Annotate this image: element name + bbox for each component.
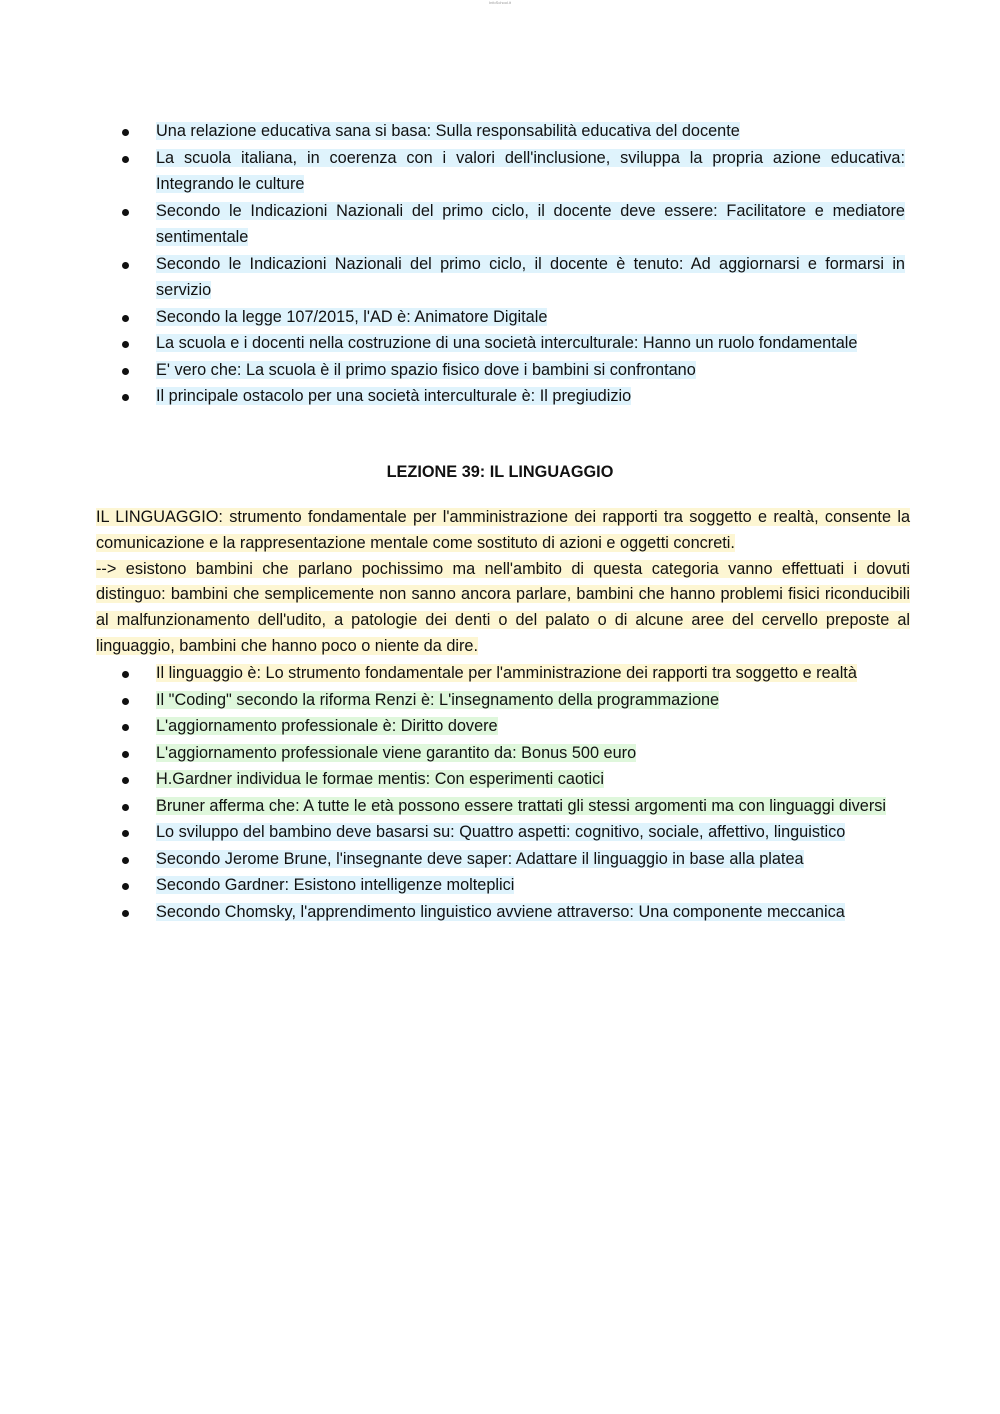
- list-item: [95, 899, 905, 926]
- list-item-text: Secondo le Indicazioni Nazionali del primo ciclo, il docente è tenuto: Ad aggiornarsi e formarsi in servizio: [156, 254, 905, 299]
- bullet-icon: [122, 368, 129, 375]
- bullet-icon: [122, 883, 129, 890]
- list-item: [95, 145, 905, 198]
- list-item: [95, 304, 905, 331]
- header-watermark: InfoSchool.it: [488, 0, 511, 5]
- list-item-text: Secondo la legge 107/2015, l'AD è: Animatore Digitale: [156, 307, 548, 326]
- list-item: [95, 713, 905, 740]
- list-item: [95, 872, 905, 899]
- list-item-text: Secondo Jerome Brune, l'insegnante deve saper: Adattare il linguaggio in base alla platea: [156, 849, 804, 868]
- bullet-icon: [122, 671, 129, 678]
- bullet-icon: [122, 804, 129, 811]
- list-item: [95, 357, 905, 384]
- bullet-icon: [122, 129, 129, 136]
- list-item: [95, 740, 905, 767]
- lesson-paragraph: [96, 505, 910, 660]
- list-item: [95, 793, 905, 820]
- list-item-text: Secondo le Indicazioni Nazionali del primo ciclo, il docente deve essere: Facilitatore e mediatore sentimentale: [156, 201, 905, 246]
- list-item: [95, 819, 905, 846]
- quiz-list-top: [95, 118, 905, 410]
- list-item-text: E' vero che: La scuola è il primo spazio fisico dove i bambini si confrontano: [156, 360, 696, 379]
- list-item: [95, 846, 905, 873]
- list-item-text: H.Gardner individua le formae mentis: Con esperimenti caotici: [156, 770, 604, 788]
- bullet-icon: [122, 156, 129, 163]
- bullet-icon: [122, 341, 129, 348]
- list-item-text: La scuola italiana, in coerenza con i valori dell'inclusione, sviluppa la propria azione educativa: Integrando le culture: [156, 148, 905, 193]
- list-item-text: L'aggiornamento professionale viene garantito da: Bonus 500 euro: [156, 743, 637, 762]
- list-item-text: Bruner afferma che: A tutte le età possono essere trattati gli stessi argomenti ma con linguaggi diversi: [156, 796, 887, 815]
- bullet-icon: [122, 777, 129, 784]
- list-item-text: Il "Coding" secondo la riforma Renzi è: L'insegnamento della programmazione: [156, 690, 720, 709]
- list-item: [95, 687, 905, 714]
- list-item-text: Lo sviluppo del bambino deve basarsi su: Quattro aspetti: cognitivo, sociale, affettivo, linguistico: [156, 823, 846, 841]
- bullet-icon: [122, 209, 129, 216]
- list-item: [95, 118, 905, 145]
- lesson-title: LEZIONE 39: IL LINGUAGGIO: [386, 463, 614, 481]
- list-item-text: Secondo Chomsky, l'apprendimento linguistico avviene attraverso: Una componente meccanica: [156, 902, 845, 921]
- list-item: [95, 766, 905, 793]
- list-item: [95, 660, 905, 687]
- bullet-icon: [122, 315, 129, 322]
- list-item: [95, 251, 905, 304]
- quiz-list-bottom: [95, 660, 905, 925]
- bullet-icon: [122, 724, 129, 731]
- list-item: [95, 330, 905, 357]
- bullet-icon: [122, 262, 129, 269]
- bullet-icon: [122, 394, 129, 401]
- list-item-text: Il principale ostacolo per una società interculturale è: Il pregiudizio: [156, 387, 632, 405]
- bullet-icon: [122, 698, 129, 705]
- bullet-icon: [122, 830, 129, 837]
- paragraph-line: IL LINGUAGGIO: strumento fondamentale per l'amministrazione dei rapporti tra soggetto e realtà, consente la comunicazione e la rappresentazione mentale come sostituto di azioni e oggetti concreti.: [96, 508, 910, 552]
- paragraph-line: --> esistono bambini che parlano pochissimo ma nell'ambito di questa categoria vanno effettuati i dovuti distinguo: bambini che semplicemente non sanno ancora parlare, bambini che hanno problemi fisici riconducibili al malfunzionamento dell'udito, a patologie dei denti o del palato o di alcune aree del cervello preposte al linguaggio, bambini che hanno poco o niente da dire.: [96, 559, 910, 655]
- bullet-icon: [122, 857, 129, 864]
- list-item-text: Il linguaggio è: Lo strumento fondamentale per l'amministrazione dei rapporti tra soggetto e realtà: [156, 664, 857, 682]
- bullet-icon: [122, 751, 129, 758]
- list-item: [95, 198, 905, 251]
- list-item-text: L'aggiornamento professionale è: Diritto dovere: [156, 717, 498, 735]
- list-item: [95, 383, 905, 410]
- list-item-text: Una relazione educativa sana si basa: Sulla responsabilità educativa del docente: [156, 122, 740, 140]
- list-item-text: Secondo Gardner: Esistono intelligenze molteplici: [156, 876, 515, 894]
- bullet-icon: [122, 910, 129, 917]
- list-item-text: La scuola e i docenti nella costruzione di una società interculturale: Hanno un ruolo fondamentale: [156, 334, 858, 352]
